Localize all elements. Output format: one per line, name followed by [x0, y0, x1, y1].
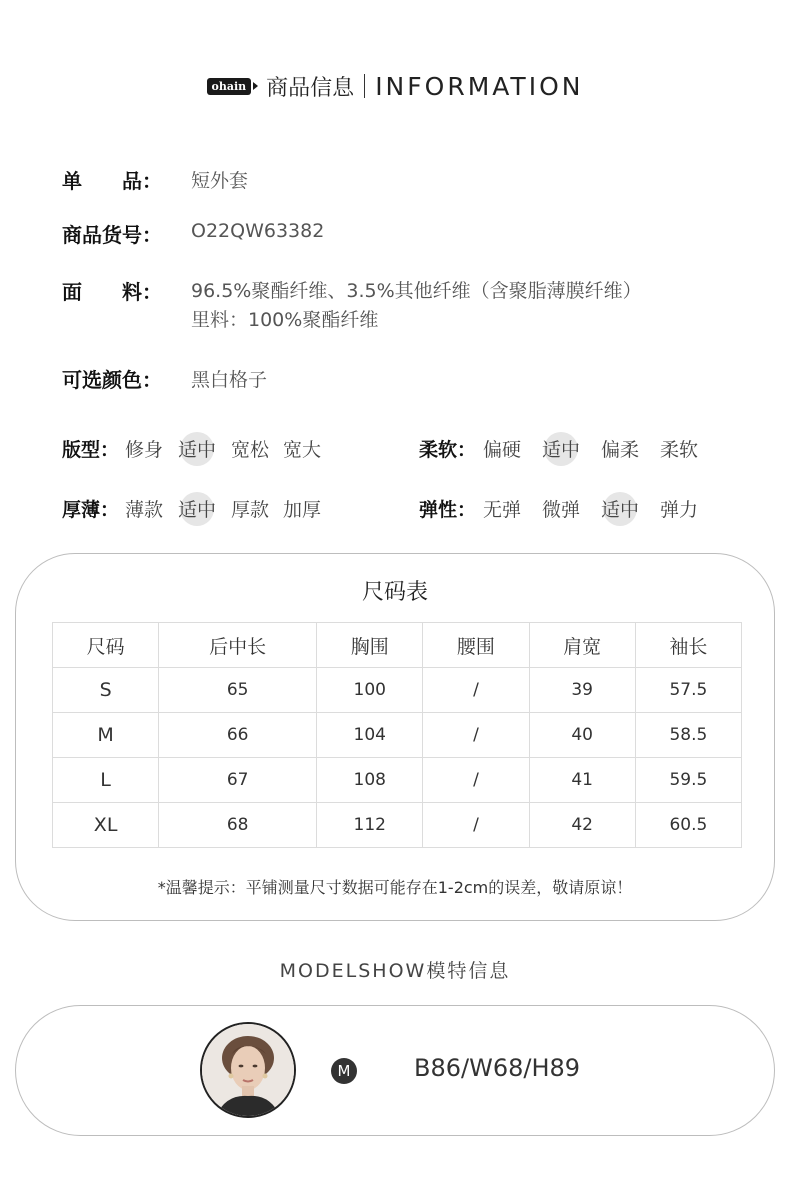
elasticity-option: 无弹: [483, 499, 522, 521]
table-cell: L: [53, 758, 159, 803]
table-cell: 67: [159, 758, 317, 803]
size-chart-title: 尺码表: [361, 580, 428, 605]
model-portrait-icon: [202, 1024, 294, 1116]
elasticity-option: 弹力: [660, 499, 699, 521]
table-cell: 59.5: [635, 758, 741, 803]
logo-text: ohain: [207, 78, 252, 95]
logo-arrow-icon: [253, 82, 258, 90]
value-item: 短外套: [191, 170, 249, 192]
table-cell: /: [423, 713, 529, 758]
softness-option-selected: 适中: [542, 435, 580, 462]
thickness-option-selected: 适中: [178, 495, 216, 522]
elasticity-option: 微弹: [542, 499, 581, 521]
value-sku: O22QW63382: [191, 220, 325, 242]
elasticity-option-selected: 适中: [601, 495, 639, 522]
label-sku: 商品货号：: [62, 223, 162, 247]
table-header-cell: 后中长: [159, 623, 317, 668]
table-cell: XL: [53, 803, 159, 848]
fit-option: 宽松: [231, 439, 270, 461]
size-table: [52, 622, 742, 848]
model-measurements: B86/W68/H89: [414, 1054, 581, 1082]
softness-option: 偏柔: [601, 439, 640, 461]
table-cell: S: [53, 668, 159, 713]
label-fit: 版型：: [62, 439, 120, 461]
table-header-cell: 腰围: [423, 623, 529, 668]
table-cell: 65: [159, 668, 317, 713]
table-row: [53, 803, 742, 848]
table-header-row: [53, 623, 742, 668]
table-cell: 41: [529, 758, 635, 803]
fit-option: 修身: [125, 439, 164, 461]
table-cell: /: [423, 803, 529, 848]
table-cell: 40: [529, 713, 635, 758]
label-fabric: 面 料：: [62, 280, 162, 304]
table-header-cell: 袖长: [635, 623, 741, 668]
header-title-cn: 商品信息: [266, 75, 355, 101]
fit-option: 宽大: [283, 439, 322, 461]
table-row: [53, 713, 742, 758]
model-section-title: MODELSHOW模特信息: [279, 960, 511, 982]
table-cell: 42: [529, 803, 635, 848]
table-cell: 104: [317, 713, 423, 758]
model-panel: [15, 1005, 775, 1136]
label-softness: 柔软：: [419, 439, 477, 461]
table-cell: 68: [159, 803, 317, 848]
value-lining: 里料：100%聚酯纤维: [191, 309, 379, 331]
value-fabric: 96.5%聚酯纤维、3.5%其他纤维（含聚脂薄膜纤维）: [191, 280, 642, 302]
brand-logo: [207, 78, 259, 95]
table-cell: 60.5: [635, 803, 741, 848]
label-item: 单 品：: [62, 169, 162, 193]
table-cell: 108: [317, 758, 423, 803]
thickness-option: 厚款: [231, 499, 270, 521]
softness-option: 偏硬: [483, 439, 522, 461]
label-colors: 可选颜色：: [62, 368, 162, 392]
table-cell: M: [53, 713, 159, 758]
section-header: [0, 68, 790, 104]
thickness-option: 加厚: [283, 499, 322, 521]
table-cell: 112: [317, 803, 423, 848]
table-cell: /: [423, 758, 529, 803]
table-cell: 58.5: [635, 713, 741, 758]
label-thickness: 厚薄：: [62, 499, 120, 521]
table-cell: 66: [159, 713, 317, 758]
table-header-cell: 肩宽: [529, 623, 635, 668]
value-colors: 黑白格子: [191, 369, 268, 391]
measurement-tip: *温馨提示：平铺测量尺寸数据可能存在1-2cm的误差，敬请原谅！: [157, 878, 633, 897]
table-row: [53, 758, 742, 803]
table-header-cell: 尺码: [53, 623, 159, 668]
softness-option: 柔软: [660, 439, 699, 461]
table-cell: /: [423, 668, 529, 713]
table-row: [53, 668, 742, 713]
table-cell: 39: [529, 668, 635, 713]
table-cell: 100: [317, 668, 423, 713]
model-size-badge: M: [331, 1058, 357, 1084]
label-elasticity: 弹性：: [419, 499, 477, 521]
header-divider: [364, 74, 365, 98]
header-title-en: INFORMATION: [375, 71, 584, 101]
table-header-cell: 胸围: [317, 623, 423, 668]
model-avatar: [200, 1022, 296, 1118]
fit-option-selected: 适中: [178, 435, 216, 462]
table-cell: 57.5: [635, 668, 741, 713]
thickness-option: 薄款: [125, 499, 164, 521]
